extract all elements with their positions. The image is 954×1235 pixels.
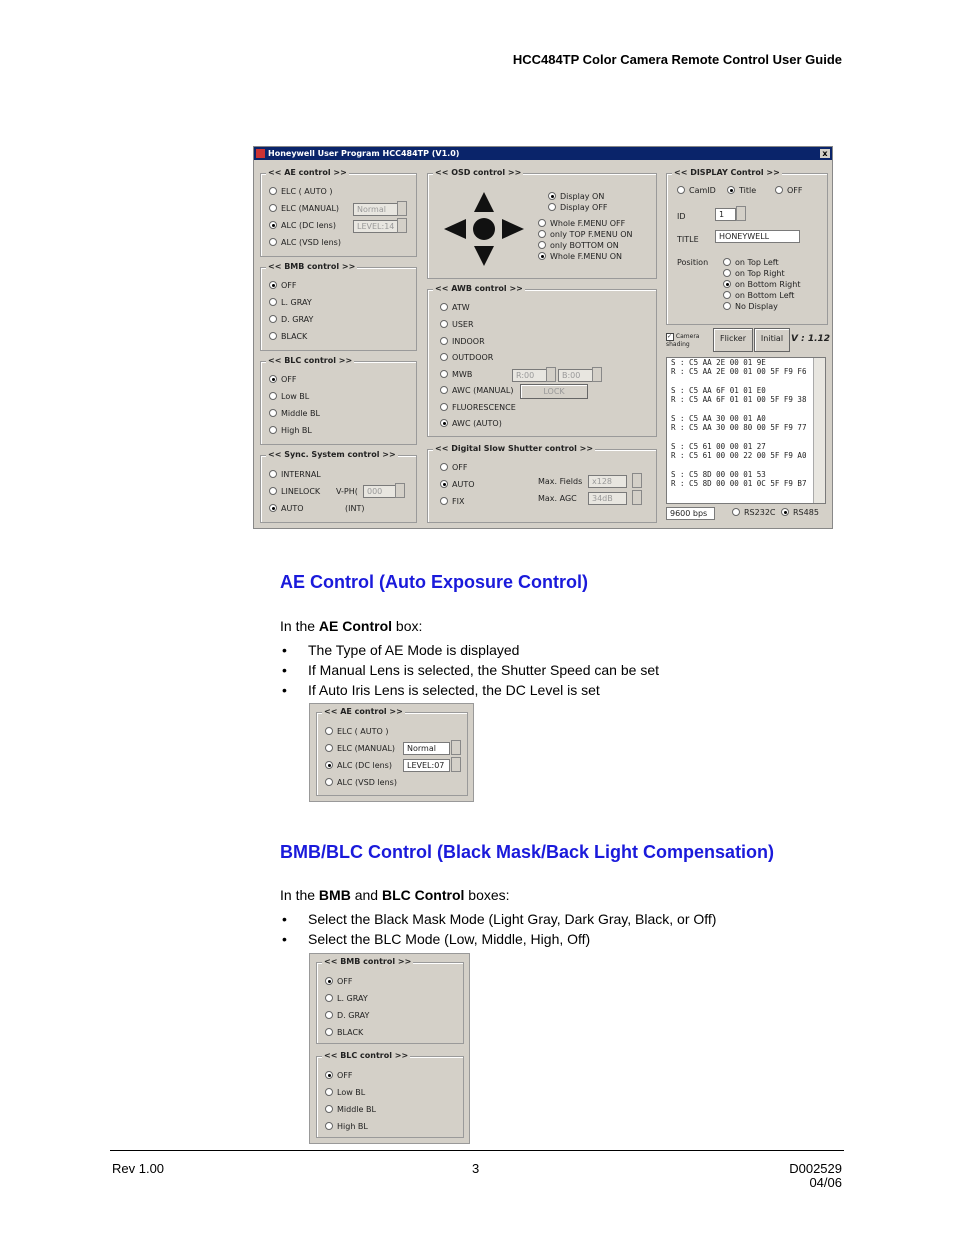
ae-opt-elc-manual[interactable]: ELC (MANUAL)	[269, 204, 339, 214]
awb-opt-fluorescence[interactable]: FLUORESCENCE	[440, 403, 516, 413]
display-id-spinner[interactable]	[736, 206, 746, 221]
ae-group-title: << AE control >>	[268, 168, 347, 177]
blc-opt-low[interactable]: Low BL	[269, 392, 309, 402]
rs232c-radio[interactable]: RS232C	[732, 508, 776, 518]
sync-group-title: << Sync. System control >>	[268, 450, 396, 459]
rs485-radio[interactable]: RS485	[781, 508, 819, 518]
awb-opt-awc-auto[interactable]: AWC (AUTO)	[440, 419, 502, 429]
footer-doc-number: D002529	[789, 1161, 842, 1176]
awb-r-spinner[interactable]	[546, 367, 556, 382]
version-label: V : 1.12	[791, 334, 831, 344]
blc-group-title: << BLC control >>	[268, 356, 353, 365]
bmb-fig-opt-lgray[interactable]: L. GRAY	[325, 994, 368, 1004]
osd-opt-display-on[interactable]: Display ON	[548, 192, 604, 202]
log-spacer	[669, 432, 825, 442]
blc-figure-group	[316, 1051, 464, 1138]
dss-control-group	[427, 444, 657, 523]
display-id-field[interactable]: 1	[715, 208, 736, 221]
osd-left-arrow-icon	[444, 219, 466, 239]
ae-fig-opt-alc-vsd[interactable]: ALC (VSD lens)	[325, 778, 397, 788]
osd-center-button-icon	[473, 218, 495, 240]
ae-manual-spinner[interactable]	[397, 201, 407, 216]
osd-group-title: << OSD control >>	[435, 168, 522, 177]
list-item: • Select the BLC Mode (Low, Middle, High, Off)	[280, 929, 716, 949]
log-scrollbar[interactable]	[813, 358, 825, 503]
blc-figure-title: << BLC control >>	[324, 1051, 409, 1060]
log-line: S : C5 AA 6F 01 01 E0	[671, 386, 766, 395]
bmb-opt-off[interactable]: OFF	[269, 281, 297, 291]
dss-opt-fix[interactable]: FIX	[440, 497, 464, 507]
awb-opt-awc-manual[interactable]: AWC (MANUAL)	[440, 386, 513, 396]
ae-figure-title: << AE control >>	[324, 707, 403, 716]
comm-log[interactable]	[666, 357, 826, 504]
sync-control-group	[260, 450, 417, 523]
bmb-group-title: << BMB control >>	[268, 262, 356, 271]
osd-up-arrow-icon	[474, 192, 494, 212]
section1-intro: In the AE Control box:	[280, 618, 423, 634]
vphase-spinner[interactable]	[395, 483, 405, 498]
display-control-group	[666, 168, 828, 325]
osd-down-arrow-icon	[474, 246, 494, 266]
ae-dc-spinner[interactable]	[397, 218, 407, 233]
page-header-title: HCC484TP Color Camera Remote Control User Guide	[512, 52, 842, 67]
log-spacer	[669, 376, 825, 386]
section2-intro: In the BMB and BLC Control boxes:	[280, 887, 510, 903]
sync-opt-auto[interactable]: AUTO	[269, 504, 304, 514]
osd-opt-whole-off[interactable]: Whole F.MENU OFF	[538, 219, 625, 229]
ae-control-group	[260, 168, 417, 257]
position-bottom-right[interactable]: on Bottom Right	[723, 280, 800, 290]
max-fields-label: Max. Fields	[538, 477, 583, 486]
log-spacer	[669, 460, 825, 470]
max-agc-label: Max. AGC	[538, 494, 577, 503]
ae-opt-alc-dc[interactable]: ALC (DC lens)	[269, 221, 336, 231]
vphase-label: V-PH(	[336, 487, 358, 496]
ae-fig-manual-field[interactable]: Normal	[403, 742, 450, 755]
bmb-fig-opt-off[interactable]: OFF	[325, 977, 353, 987]
awb-b-spinner[interactable]	[592, 367, 602, 382]
bmb-fig-opt-dgray[interactable]: D. GRAY	[325, 1011, 369, 1021]
section2-bullets	[280, 909, 716, 949]
display-position-label: Position	[677, 258, 709, 267]
awb-opt-atw[interactable]: ATW	[440, 303, 470, 313]
position-bottom-left[interactable]: on Bottom Left	[723, 291, 794, 301]
max-agc-field[interactable]: 34dB	[588, 492, 627, 505]
log-line: R : C5 AA 30 00 80 00 5F F9 77	[671, 423, 807, 432]
display-opt-title[interactable]: Title	[727, 186, 756, 196]
sync-opt-linelock[interactable]: LINELOCK	[269, 487, 320, 497]
ae-fig-opt-elc-auto[interactable]: ELC ( AUTO )	[325, 727, 388, 737]
log-spacer	[669, 488, 825, 498]
dss-opt-auto[interactable]: AUTO	[440, 480, 475, 490]
max-agc-spinner[interactable]	[632, 490, 642, 505]
display-opt-off[interactable]: OFF	[775, 186, 803, 196]
position-no-display[interactable]: No Display	[723, 302, 778, 312]
section1-bullets	[280, 640, 659, 700]
osd-opt-bottom-on[interactable]: only BOTTOM ON	[538, 241, 619, 251]
awb-r-field[interactable]: R:00	[512, 369, 547, 382]
bmb-opt-dgray[interactable]: D. GRAY	[269, 315, 313, 325]
bmb-control-group	[260, 262, 417, 351]
footer-page-number: 3	[472, 1161, 480, 1176]
bmb-fig-opt-black[interactable]: BLACK	[325, 1028, 363, 1038]
log-line: R : C5 8D 00 00 01 0C 5F F9 B7	[671, 479, 807, 488]
position-top-right[interactable]: on Top Right	[723, 269, 785, 279]
ae-fig-opt-elc-manual[interactable]: ELC (MANUAL)	[325, 744, 395, 754]
footer-date: 04/06	[809, 1175, 842, 1190]
ae-fig-dc-field[interactable]: LEVEL:07	[403, 759, 450, 772]
app-window	[253, 146, 833, 529]
ae-dc-field[interactable]: LEVEL:14	[353, 220, 398, 233]
display-opt-camid[interactable]: CamID	[677, 186, 716, 196]
awb-opt-indoor[interactable]: INDOOR	[440, 337, 485, 347]
bmb-figure-group	[316, 957, 464, 1044]
ae-fig-manual-spinner[interactable]	[451, 740, 461, 755]
log-line: R : C5 AA 2E 00 01 00 5F F9 F6	[671, 367, 807, 376]
log-line: S : C5 AA 30 00 01 A0	[671, 414, 766, 423]
dss-group-title: << Digital Slow Shutter control >>	[435, 444, 594, 453]
close-button[interactable]: x	[820, 149, 830, 158]
max-fields-field[interactable]: x128	[588, 475, 627, 488]
log-line: R : C5 AA 6F 01 01 00 5F F9 38	[671, 395, 807, 404]
initial-button[interactable]: Initial	[754, 328, 790, 352]
osd-opt-whole-on[interactable]: Whole F.MENU ON	[538, 252, 622, 262]
list-item: • The Type of AE Mode is displayed	[280, 640, 659, 660]
log-line: S : C5 61 00 00 01 27	[671, 442, 766, 451]
awb-b-field[interactable]: B:00	[558, 369, 593, 382]
awb-lock-button[interactable]: LOCK	[520, 384, 588, 399]
bmb-blc-figure	[309, 953, 470, 1144]
ae-fig-opt-alc-dc[interactable]: ALC (DC lens)	[325, 761, 392, 771]
flicker-button[interactable]: Flicker	[713, 328, 753, 352]
ae-manual-field[interactable]: Normal	[353, 203, 398, 216]
blc-fig-opt-middle[interactable]: Middle BL	[325, 1105, 376, 1115]
window-titlebar	[254, 147, 832, 160]
vphase-field[interactable]: 000	[363, 485, 396, 498]
ae-figure-group	[316, 707, 468, 796]
footer-rev: Rev 1.00	[112, 1161, 165, 1176]
app-icon	[256, 149, 265, 158]
awb-control-group	[427, 284, 657, 437]
bmb-opt-black[interactable]: BLACK	[269, 332, 307, 342]
section2-heading: BMB/BLC Control (Black Mask/Back Light Compensation)	[280, 842, 775, 862]
log-spacer	[669, 404, 825, 414]
baud-field[interactable]: 9600 bps	[666, 507, 715, 520]
blc-fig-opt-high[interactable]: High BL	[325, 1122, 368, 1132]
position-top-left[interactable]: on Top Left	[723, 258, 779, 268]
ae-opt-alc-vsd[interactable]: ALC (VSD lens)	[269, 238, 341, 248]
camera-shading-checkbox[interactable]: ✓ Camera shading	[666, 333, 700, 348]
display-title-label: TITLE	[677, 235, 699, 244]
max-fields-spinner[interactable]	[632, 473, 642, 488]
window-title: Honeywell User Program HCC484TP (V1.0)	[268, 149, 460, 158]
bmb-opt-lgray[interactable]: L. GRAY	[269, 298, 312, 308]
osd-right-arrow-icon	[502, 219, 524, 239]
osd-opt-top-on[interactable]: only TOP F.MENU ON	[538, 230, 633, 240]
log-line: R : C5 61 00 00 22 00 5F F9 A0	[671, 451, 807, 460]
display-title-field[interactable]: HONEYWELL	[715, 230, 800, 243]
awb-opt-user[interactable]: USER	[440, 320, 474, 330]
display-group-title: << DISPLAY Control >>	[674, 168, 780, 177]
blc-fig-opt-off[interactable]: OFF	[325, 1071, 353, 1081]
blc-opt-off[interactable]: OFF	[269, 375, 297, 385]
awb-opt-outdoor[interactable]: OUTDOOR	[440, 353, 493, 363]
awb-opt-mwb[interactable]: MWB	[440, 370, 472, 380]
sync-int-label: (INT)	[345, 504, 365, 513]
bmb-figure-title: << BMB control >>	[324, 957, 412, 966]
osd-direction-pad[interactable]	[442, 190, 526, 268]
list-item: • If Manual Lens is selected, the Shutter Speed can be set	[280, 660, 659, 680]
awb-group-title: << AWB control >>	[435, 284, 523, 293]
checkbox-check-icon: ✓	[667, 333, 673, 340]
section1-heading: AE Control (Auto Exposure Control)	[280, 572, 588, 592]
list-item: • Select the Black Mask Mode (Light Gray, Dark Gray, Black, or Off)	[280, 909, 716, 929]
ae-fig-dc-spinner[interactable]	[451, 757, 461, 772]
blc-control-group	[260, 356, 417, 445]
blc-opt-high[interactable]: High BL	[269, 426, 312, 436]
list-item: • If Auto Iris Lens is selected, the DC Level is set	[280, 680, 659, 700]
log-line: S : C5 AA 2E 00 01 9E	[671, 358, 766, 367]
blc-fig-opt-low[interactable]: Low BL	[325, 1088, 365, 1098]
osd-opt-display-off[interactable]: Display OFF	[548, 203, 608, 213]
display-id-label: ID	[677, 212, 686, 221]
osd-control-group	[427, 168, 657, 279]
ae-control-figure	[309, 703, 474, 802]
sync-opt-internal[interactable]: INTERNAL	[269, 470, 321, 480]
footer-divider	[110, 1150, 844, 1151]
dss-opt-off[interactable]: OFF	[440, 463, 468, 473]
log-line: S : C5 8D 00 00 01 53	[671, 470, 766, 479]
ae-opt-elc-auto[interactable]: ELC ( AUTO )	[269, 187, 332, 197]
blc-opt-middle[interactable]: Middle BL	[269, 409, 320, 419]
